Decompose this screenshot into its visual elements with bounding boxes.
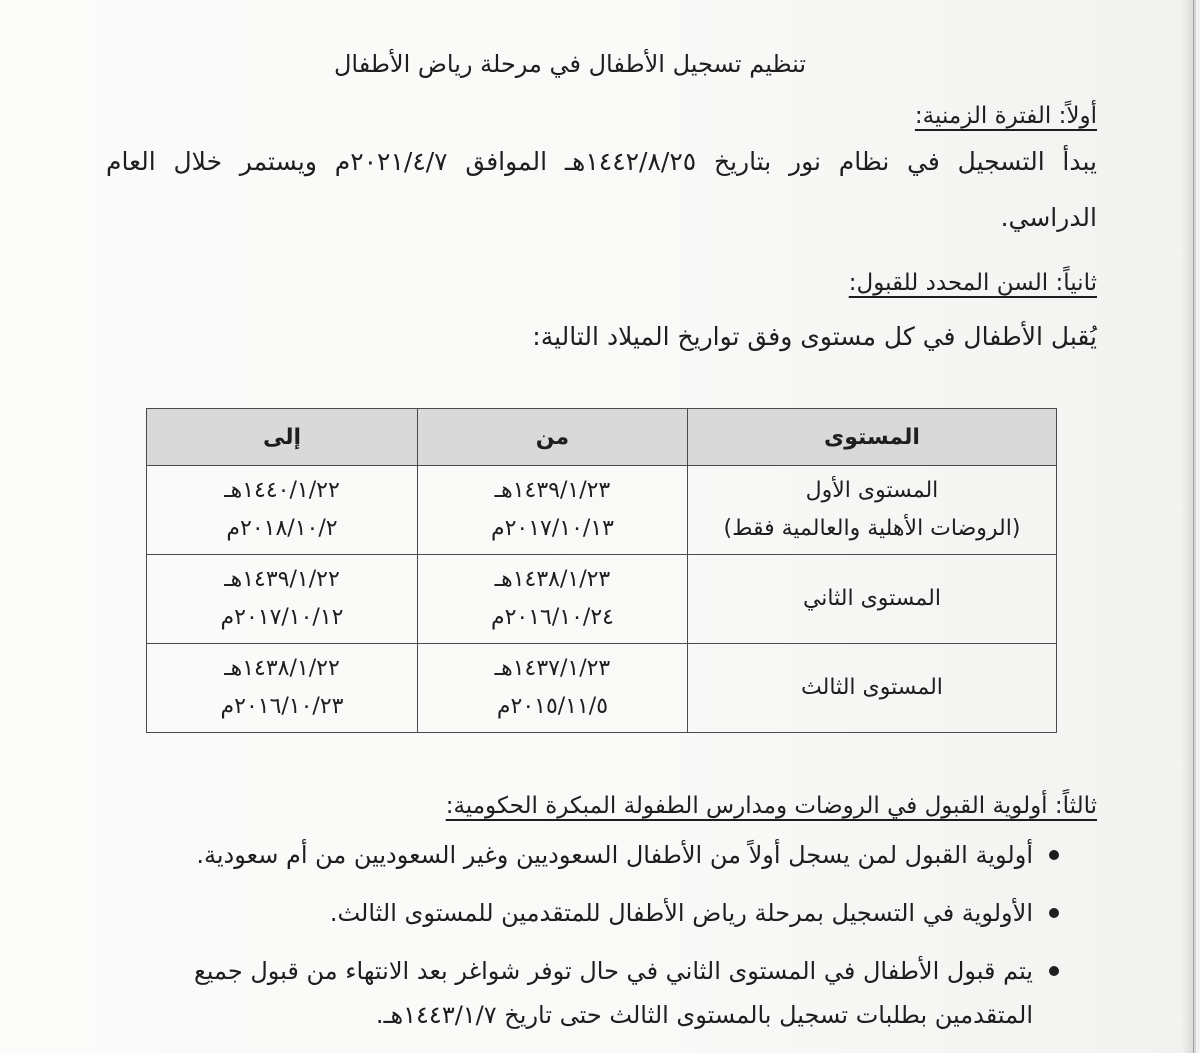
level-cell xyxy=(687,644,1056,733)
section-1-heading: أولاً: الفترة الزمنية: xyxy=(914,103,1097,129)
table-row xyxy=(147,555,1057,644)
table-row xyxy=(147,466,1057,555)
from-cell xyxy=(417,644,687,733)
bullet-dot-icon xyxy=(1049,908,1059,918)
list-item xyxy=(105,833,1097,877)
age-levels-table xyxy=(146,408,1057,733)
level-cell xyxy=(687,466,1056,555)
from-cell xyxy=(417,466,687,555)
table-header-row xyxy=(147,409,1057,466)
header-to: إلى xyxy=(147,409,418,466)
bullet-dot-icon xyxy=(1049,966,1059,976)
priority-bullet-list xyxy=(105,833,1097,1051)
section-2-heading: ثانياً: السن المحدد للقبول: xyxy=(848,270,1097,296)
to-gregorian: ٢٠١٧/١٠/١٢م xyxy=(220,605,344,630)
to-hijri: ١٤٣٨/١/٢٢هـ xyxy=(224,656,340,681)
header-from: من xyxy=(417,409,687,466)
page-edge-line xyxy=(1193,0,1194,1053)
from-gregorian: ٢٠١٧/١٠/١٣م xyxy=(490,516,614,541)
list-item xyxy=(105,949,1097,1037)
section-1-paragraph-line-2: الدراسي. xyxy=(1000,203,1097,232)
from-gregorian: ٢٠١٥/١١/٥م xyxy=(496,694,609,719)
section-2-intro: يُقبل الأطفال في كل مستوى وفق تواريخ الميلاد التالية: xyxy=(532,322,1097,351)
level-note: (الروضات الأهلية والعالمية فقط) xyxy=(723,516,1021,541)
from-hijri: ١٤٣٨/١/٢٣هـ xyxy=(494,567,611,592)
bullet-dot-icon xyxy=(1049,850,1059,860)
bullet-text: أولوية القبول لمن يسجل أولاً من الأطفال السعوديين وغير السعوديين من أم سعودية. xyxy=(196,841,1033,869)
to-hijri: ١٤٣٩/١/٢٢هـ xyxy=(224,567,340,592)
bullet-text: الأولوية في التسجيل بمرحلة رياض الأطفال للمتقدمين للمستوى الثالث. xyxy=(329,899,1033,927)
table-row xyxy=(147,644,1057,733)
from-hijri: ١٤٣٩/١/٢٣هـ xyxy=(494,478,611,503)
bullet-text: يتم قبول الأطفال في المستوى الثاني في حال توفر شواغر بعد الانتهاء من قبول جميع المتقدمين بطلبات تسجيل بالمستوى الثالث حتى تاريخ ١٤٤٣/١/٧هـ. xyxy=(193,957,1033,1029)
list-item xyxy=(105,891,1097,935)
level-cell xyxy=(687,555,1056,644)
level-name: المستوى الثاني xyxy=(802,586,941,611)
document-title: تنظيم تسجيل الأطفال في مرحلة رياض الأطفال xyxy=(333,50,807,78)
level-name: المستوى الأول xyxy=(805,478,939,503)
from-cell xyxy=(417,555,687,644)
from-gregorian: ٢٠١٦/١٠/٢٤م xyxy=(490,605,614,630)
header-level: المستوى xyxy=(687,409,1056,466)
to-gregorian: ٢٠١٨/١٠/٢م xyxy=(226,516,338,541)
level-name: المستوى الثالث xyxy=(801,675,943,700)
from-hijri: ١٤٣٧/١/٢٣هـ xyxy=(494,656,611,681)
to-gregorian: ٢٠١٦/١٠/٢٣م xyxy=(220,694,344,719)
section-1-paragraph-line-1: يبدأ التسجيل في نظام نور بتاريخ ١٤٤٢/٨/٢٥هـ الموافق ٢٠٢١/٤/٧م ويستمر خلال العام xyxy=(106,147,1097,176)
to-cell xyxy=(147,644,418,733)
to-cell xyxy=(147,555,418,644)
to-cell xyxy=(147,466,418,555)
section-3-heading: ثالثاً: أولوية القبول في الروضات ومدارس الطفولة المبكرة الحكومية: xyxy=(445,793,1097,819)
to-hijri: ١٤٤٠/١/٢٢هـ xyxy=(224,478,340,503)
